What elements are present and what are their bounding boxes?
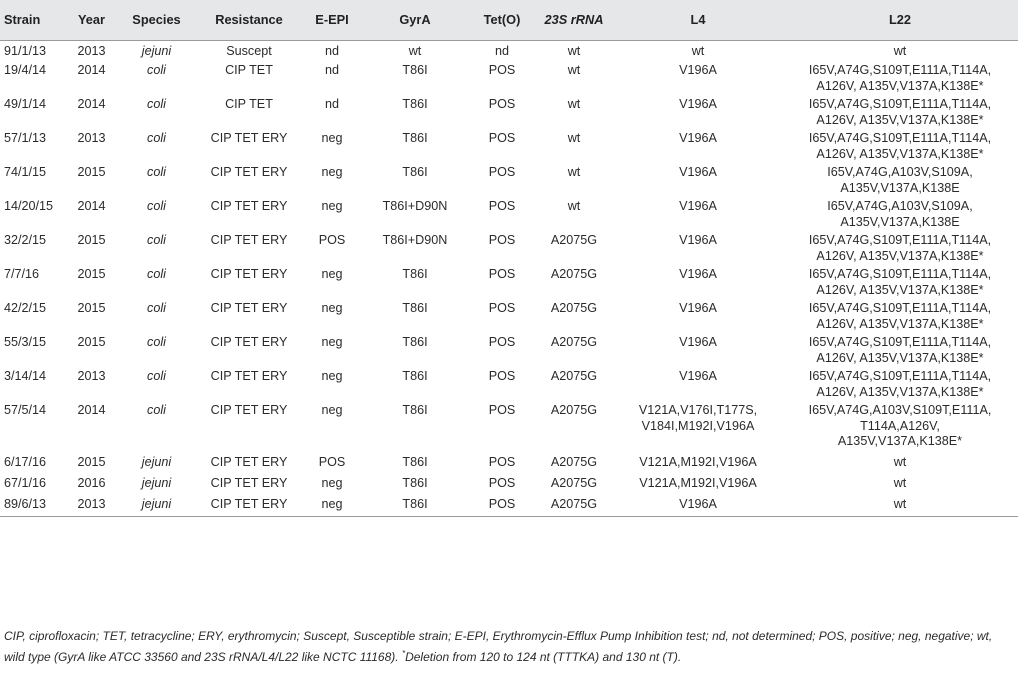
year-cell: 2015 (77, 455, 106, 469)
gyra-cell: T86I (402, 267, 428, 281)
strain-cell: 55/3/15 (4, 335, 47, 349)
l22-cell (782, 474, 1018, 495)
year-cell: 2013 (77, 131, 106, 145)
header-eepi: E-EPI (315, 12, 349, 28)
teto-cell: POS (488, 165, 516, 179)
strain-cell: 42/2/15 (4, 301, 47, 315)
resistance-cell: CIP TET ERY (210, 199, 288, 213)
l4-line: V196A (679, 335, 717, 349)
strain-cell: 3/14/14 (4, 369, 47, 383)
table-row (0, 495, 1018, 516)
year-cell: 2015 (77, 301, 106, 315)
eepi-cell: neg (321, 131, 343, 145)
gyra-cell: T86I (402, 131, 428, 145)
teto-cell: POS (488, 199, 516, 213)
eepi-cell: neg (321, 369, 343, 383)
year-cell: 2015 (77, 165, 106, 179)
footnote-deletion: Deletion from 120 to 124 nt (TTTKA) and 130 nt (T). (405, 650, 682, 664)
teto-cell: POS (488, 267, 516, 281)
species-cell: coli (147, 403, 166, 417)
l4-line: wt (691, 43, 705, 58)
header-resistance: Resistance (215, 12, 283, 28)
eepi-cell: neg (321, 199, 343, 213)
l22-line: A135V,V137A,K138E (840, 214, 960, 229)
rrna-cell: A2075G (550, 497, 598, 511)
rrna-cell: A2075G (550, 476, 598, 490)
header-23s-rrna: 23S rRNA (544, 12, 604, 28)
species-cell: jejuni (141, 455, 172, 469)
l4-cell (614, 453, 782, 474)
table-row (0, 401, 1018, 453)
eepi-cell: neg (321, 476, 343, 490)
teto-cell: POS (488, 233, 516, 247)
l4-cell (614, 333, 782, 367)
l4-cell (614, 231, 782, 265)
rrna-cell: A2075G (550, 233, 598, 247)
gyra-cell: T86I (402, 476, 428, 490)
strain-cell: 89/6/13 (4, 497, 47, 511)
strain-cell: 74/1/15 (4, 165, 47, 179)
resistance-cell: CIP TET ERY (210, 233, 288, 247)
l22-line: A135V,V137A,K138E (840, 180, 960, 195)
l22-line: I65V,A74G,S109T,E111A,T114A, (808, 335, 992, 349)
l22-line: A126V, A135V,V137A,K138E* (816, 282, 984, 297)
rrna-cell: A2075G (550, 455, 598, 469)
resistance-cell: CIP TET ERY (210, 476, 288, 490)
eepi-cell: neg (321, 335, 343, 349)
header-row (0, 0, 1018, 40)
l22-line: wt (893, 497, 907, 511)
species-cell: coli (147, 199, 166, 213)
l22-line: wt (893, 476, 907, 490)
table-footnote (4, 628, 1014, 666)
rrna-cell: wt (567, 131, 581, 145)
header-strain: Strain (4, 12, 41, 28)
eepi-cell: neg (321, 165, 343, 179)
l4-cell (614, 367, 782, 401)
table-row (0, 163, 1018, 197)
teto-cell: POS (488, 403, 516, 417)
rrna-cell: A2075G (550, 267, 598, 281)
resistance-cell: CIP TET ERY (210, 335, 288, 349)
l4-line: V196A (679, 369, 717, 383)
resistance-cell: CIP TET ERY (210, 497, 288, 511)
species-cell: coli (147, 301, 166, 315)
teto-cell: POS (488, 301, 516, 315)
l22-cell (782, 231, 1018, 265)
teto-cell: POS (488, 476, 516, 490)
l22-cell (782, 40, 1018, 61)
strain-cell: 32/2/15 (4, 233, 47, 247)
strain-cell: 67/1/16 (4, 476, 47, 490)
table-row (0, 333, 1018, 367)
teto-cell: POS (488, 97, 516, 111)
year-cell: 2014 (77, 97, 106, 111)
l4-cell (614, 197, 782, 231)
gyra-cell: T86I+D90N (382, 199, 448, 213)
l4-line: V196A (679, 233, 717, 247)
resistance-cell: CIP TET ERY (210, 403, 288, 417)
gyra-cell: T86I (402, 403, 428, 417)
teto-cell: POS (488, 63, 516, 77)
l22-line: I65V,A74G,S109T,E111A,T114A, (808, 97, 992, 111)
l4-line: V184I,M192I,V196A (641, 418, 755, 433)
l4-line: V121A,M192I,V196A (639, 455, 757, 469)
gyra-cell: T86I (402, 369, 428, 383)
header-l22: L22 (888, 12, 912, 28)
rrna-cell: A2075G (550, 369, 598, 383)
table-row (0, 129, 1018, 163)
l4-cell (614, 265, 782, 299)
gyra-cell: T86I (402, 63, 428, 77)
table-row (0, 265, 1018, 299)
l22-line: I65V,A74G,S109T,E111A,T114A, (808, 267, 992, 281)
table-row (0, 95, 1018, 129)
table-row (0, 299, 1018, 333)
resistance-cell: CIP TET ERY (210, 267, 288, 281)
rrna-cell: wt (567, 63, 581, 77)
l22-cell (782, 453, 1018, 474)
strain-cell: 57/1/13 (4, 131, 47, 145)
header-gyra: GyrA (399, 12, 431, 28)
l22-line: A126V, A135V,V137A,K138E* (816, 384, 984, 399)
l4-cell (614, 40, 782, 61)
l22-line: I65V,A74G,S109T,E111A,T114A, (808, 131, 992, 145)
table-row (0, 474, 1018, 495)
eepi-cell: neg (321, 267, 343, 281)
l4-cell (614, 299, 782, 333)
l22-cell (782, 495, 1018, 516)
l22-line: I65V,A74G,S109T,E111A,T114A, (808, 233, 992, 247)
species-cell: coli (147, 63, 166, 77)
header-l4: L4 (690, 12, 706, 28)
l22-cell (782, 299, 1018, 333)
l22-line: I65V,A74G,S109T,E111A,T114A, (808, 63, 992, 77)
year-cell: 2016 (77, 476, 106, 490)
species-cell: coli (147, 165, 166, 179)
l22-cell (782, 163, 1018, 197)
l4-line: V121A,V176I,T177S, (638, 403, 758, 417)
rrna-cell: A2075G (550, 335, 598, 349)
gyra-cell: wt (408, 43, 422, 58)
species-cell: coli (147, 233, 166, 247)
strain-cell: 6/17/16 (4, 455, 47, 469)
l22-line: I65V,A74G,A103V,S109A, (827, 199, 973, 213)
l22-line: I65V,A74G,A103V,S109T,E111A, (808, 403, 992, 417)
eepi-cell: nd (324, 63, 339, 77)
l22-cell (782, 367, 1018, 401)
resistance-cell: CIP TET ERY (210, 301, 288, 315)
l4-line: V196A (679, 301, 717, 315)
eepi-cell: POS (318, 233, 346, 247)
rrna-cell: wt (567, 43, 581, 58)
eepi-cell: neg (321, 301, 343, 315)
l4-line: V196A (679, 497, 717, 511)
rrna-cell: wt (567, 199, 581, 213)
l22-cell (782, 265, 1018, 299)
eepi-cell: nd (324, 43, 339, 58)
l22-line: A126V, A135V,V137A,K138E* (816, 78, 984, 93)
table-row (0, 367, 1018, 401)
species-cell: coli (147, 335, 166, 349)
l4-cell (614, 61, 782, 95)
species-cell: jejuni (141, 497, 172, 511)
l4-line: V196A (679, 131, 717, 145)
l4-cell (614, 95, 782, 129)
l22-line: T114A,A126V, (860, 418, 940, 433)
year-cell: 2014 (77, 403, 106, 417)
gyra-cell: T86I (402, 335, 428, 349)
gyra-cell: T86I (402, 301, 428, 315)
l4-line: V196A (679, 97, 717, 111)
l4-line: V196A (679, 63, 717, 77)
l22-cell (782, 333, 1018, 367)
species-cell: coli (147, 97, 166, 111)
teto-cell: POS (488, 335, 516, 349)
species-cell: coli (147, 369, 166, 383)
resistance-cell: CIP TET ERY (210, 165, 288, 179)
l4-cell (614, 401, 782, 453)
header-species: Species (132, 12, 181, 28)
year-cell: 2013 (77, 369, 106, 383)
strain-cell: 91/1/13 (4, 43, 47, 58)
gyra-cell: T86I (402, 455, 428, 469)
year-cell: 2014 (77, 63, 106, 77)
l4-cell (614, 163, 782, 197)
l22-cell (782, 401, 1018, 453)
table-row (0, 453, 1018, 474)
teto-cell: POS (488, 369, 516, 383)
resistance-cell: CIP TET ERY (210, 131, 288, 145)
resistance-cell: CIP TET (225, 97, 273, 111)
year-cell: 2015 (77, 335, 106, 349)
teto-cell: POS (488, 497, 516, 511)
header-year: Year (77, 12, 106, 28)
l22-line: A126V, A135V,V137A,K138E* (816, 350, 984, 365)
species-cell: jejuni (141, 43, 172, 58)
l22-line: wt (893, 43, 907, 58)
l22-line: I65V,A74G,A103V,S109A, (827, 165, 973, 179)
gyra-cell: T86I+D90N (382, 233, 448, 247)
strain-cell: 7/7/16 (4, 267, 40, 281)
rrna-cell: A2075G (550, 403, 598, 417)
l4-cell (614, 129, 782, 163)
header-teto: Tet(O) (483, 12, 521, 28)
rrna-cell: wt (567, 97, 581, 111)
resistance-cell: CIP TET ERY (210, 455, 288, 469)
rrna-cell: wt (567, 165, 581, 179)
l4-line: V121A,M192I,V196A (639, 476, 757, 490)
footnote-text: CIP, ciprofloxacin; TET, tetracycline; ERY, erythromycin; Suscept, Susceptible strain; E-EPI, Erythromycin-Efflux Pump Inhibition test; nd, not determined; POS, positive; neg, negative; wt, wild type (GyrA like ATCC 33560 and 23S rRNA/L4/L22 like NCTC 11168). (4, 629, 993, 664)
eepi-cell: POS (318, 455, 346, 469)
l22-cell (782, 129, 1018, 163)
table-body (0, 40, 1018, 516)
rrna-cell: A2075G (550, 301, 598, 315)
table-row (0, 197, 1018, 231)
strain-cell: 49/1/14 (4, 97, 47, 111)
l22-cell (782, 197, 1018, 231)
l22-line: A126V, A135V,V137A,K138E* (816, 146, 984, 161)
gyra-cell: T86I (402, 497, 428, 511)
strain-cell: 19/4/14 (4, 63, 47, 77)
year-cell: 2014 (77, 199, 106, 213)
teto-cell: POS (488, 455, 516, 469)
table-row (0, 40, 1018, 61)
species-cell: coli (147, 267, 166, 281)
l22-line: A126V, A135V,V137A,K138E* (816, 248, 984, 263)
gyra-cell: T86I (402, 97, 428, 111)
eepi-cell: neg (321, 403, 343, 417)
year-cell: 2013 (77, 43, 106, 58)
l22-line: A126V, A135V,V137A,K138E* (816, 112, 984, 127)
l4-line: V196A (679, 267, 717, 281)
table-row (0, 61, 1018, 95)
strain-cell: 14/20/15 (4, 199, 54, 213)
teto-cell: nd (494, 43, 509, 58)
l22-cell (782, 95, 1018, 129)
species-cell: jejuni (141, 476, 172, 490)
l4-line: V196A (679, 165, 717, 179)
l22-line: A135V,V137A,K138E* (837, 434, 963, 448)
species-cell: coli (147, 131, 166, 145)
year-cell: 2015 (77, 267, 106, 281)
year-cell: 2015 (77, 233, 106, 247)
strain-cell: 57/5/14 (4, 403, 47, 417)
gyra-cell: T86I (402, 165, 428, 179)
teto-cell: POS (488, 131, 516, 145)
l22-line: A126V, A135V,V137A,K138E* (816, 316, 984, 331)
resistance-cell: CIP TET ERY (210, 369, 288, 383)
resistance-cell: Suscept (226, 43, 272, 58)
eepi-cell: nd (324, 97, 339, 111)
table-row (0, 231, 1018, 265)
l22-cell (782, 61, 1018, 95)
l4-cell (614, 495, 782, 516)
year-cell: 2013 (77, 497, 106, 511)
footnote-marker: * (401, 649, 406, 658)
resistance-cell: CIP TET (225, 63, 273, 77)
eepi-cell: neg (321, 497, 343, 511)
l4-line: V196A (679, 199, 717, 213)
l22-line: I65V,A74G,S109T,E111A,T114A, (808, 301, 992, 315)
l22-line: I65V,A74G,S109T,E111A,T114A, (808, 369, 992, 383)
l22-line: wt (893, 455, 907, 469)
l4-cell (614, 474, 782, 495)
